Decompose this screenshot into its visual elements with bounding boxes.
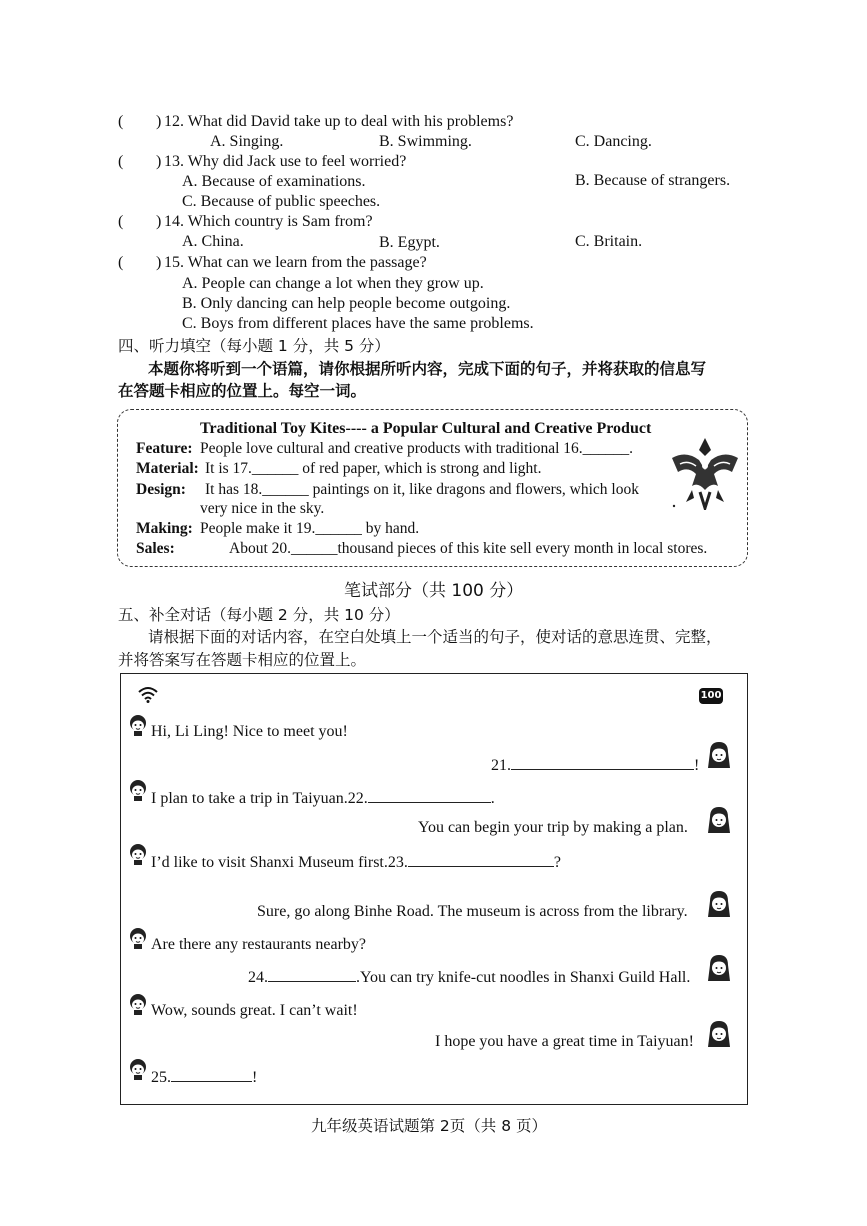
question-stem: 13. Why did Jack use to feel worried? [164,153,407,170]
chat-line-girl [491,755,699,775]
chat-line-girl: I hope you have a great time in Taiyuan! [435,1033,694,1050]
battery-icon [699,688,723,704]
written-section-title: 笔试部分（共 100 分） [344,581,524,601]
blank-end-punct: ! [694,757,700,774]
chat-line-text: I’d like to visit Shanxi Museum first.23. [151,854,408,871]
option-b: B. Only dancing can help people become outgoing. [182,295,511,312]
boy-avatar-icon [128,993,148,1015]
option-a: A. Singing. [210,133,284,150]
option-a: A. China. [182,233,244,250]
girl-avatar-icon [706,740,732,770]
answer-bracket-open[interactable]: ( [118,113,124,130]
chat-line-boy: Are there any restaurants nearby? [151,936,366,953]
chat-line-boy [151,1067,257,1087]
chat-line-boy: Wow, sounds great. I can’t wait! [151,1002,358,1019]
battery-level: 100 [700,690,722,701]
question-stem: 15. What can we learn from the passage? [164,254,427,271]
wifi-icon [137,685,159,703]
girl-avatar-icon [706,953,732,983]
row-label-making: Making: [136,520,193,537]
blank-number: 21. [491,757,511,774]
answer-bracket-open[interactable]: ( [118,213,124,230]
row-text-feature: People love cultural and creative products with traditional 16.______. [200,440,634,457]
row-label-design: Design: [136,481,186,498]
chat-line-girl: Sure, go along Binhe Road. The museum is across from the library. [257,903,688,920]
row-text-design: It has 18.______ paintings on it, like dragons and flowers, which look [205,481,639,498]
kite-illustration [666,436,744,510]
answer-bracket-close: ) [156,113,162,130]
option-c: C. Britain. [575,233,643,250]
chat-line-boy [151,788,495,808]
answer-blank-24[interactable] [268,967,356,982]
answer-blank-23[interactable] [408,852,554,867]
option-a: A. People can change a lot when they grow up. [182,275,484,292]
girl-avatar-icon [706,889,732,919]
answer-bracket-close: ) [156,254,162,271]
section-5-heading: 五、补全对话（每小题 2 分，共 10 分） [118,606,400,624]
boy-avatar-icon [128,843,148,865]
boy-avatar-icon [128,1058,148,1080]
answer-blank-22[interactable] [368,788,491,803]
row-text-material: It is 17.______ of red paper, which is strong and light. [205,460,542,477]
kite-title: Traditional Toy Kites---- a Popular Cultural and Creative Product [200,420,652,437]
chat-line-girl [248,967,690,987]
chat-line-girl: You can begin your trip by making a plan. [418,819,688,836]
section-5-instruction: 请根据下面的对话内容，在空白处填上一个适当的句子，使对话的意思连贯、完整， [148,628,722,646]
row-text-sales: About 20.______thousand pieces of this kite sell every month in local stores. [229,540,708,557]
option-b: B. Swimming. [379,133,472,150]
girl-avatar-icon [706,805,732,835]
option-c: C. Because of public speeches. [182,193,381,210]
chat-line-text: I plan to take a trip in Taiyuan.22. [151,790,368,807]
section-5-instruction-cont: 并将答案写在答题卡相应的位置上。 [118,651,367,669]
blank-number: 24. [248,969,268,986]
option-c: C. Dancing. [575,133,652,150]
section-4-heading: 四、听力填空（每小题 1 分，共 5 分） [118,337,390,355]
answer-blank-21[interactable] [511,755,694,770]
boy-avatar-icon [128,714,148,736]
answer-bracket-close: ) [156,153,162,170]
page-footer: 九年级英语试题第 2页（共 8 页） [311,1117,548,1135]
chat-line-text: .You can try knife-cut noodles in Shanxi Guild Hall. [356,969,691,986]
row-label-sales: Sales: [136,540,175,557]
answer-blank-25[interactable] [171,1067,252,1082]
question-stem: 12. What did David take up to deal with his problems? [164,113,514,130]
boy-avatar-icon [128,779,148,801]
option-b: B. Egypt. [379,234,440,251]
blank-number: 25. [151,1069,171,1086]
blank-end-punct: ? [553,854,561,871]
section-4-instruction-cont: 在答题卡相应的位置上。每空一词。 [118,382,367,400]
row-label-material: Material: [136,460,199,477]
option-c: C. Boys from different places have the same problems. [182,315,534,332]
option-b: B. Because of strangers. [575,172,731,189]
row-text-making: People make it 19.______ by hand. [200,520,420,537]
boy-avatar-icon [128,927,148,949]
section-4-instruction: 本题你将听到一个语篇，请你根据所听内容，完成下面的句子，并将获取的信息写 [148,360,707,378]
answer-bracket-open[interactable]: ( [118,153,124,170]
chat-line-boy: Hi, Li Ling! Nice to meet you! [151,723,348,740]
row-text-design-cont: very nice in the sky. [200,500,325,517]
blank-end-punct: . [490,790,495,807]
answer-bracket-close: ) [156,213,162,230]
blank-end-punct: ! [252,1069,258,1086]
answer-bracket-open[interactable]: ( [118,254,124,271]
chat-line-boy [151,852,561,872]
option-a: A. Because of examinations. [182,173,366,190]
girl-avatar-icon [706,1019,732,1049]
question-stem: 14. Which country is Sam from? [164,213,373,230]
row-label-feature: Feature: [136,440,193,457]
